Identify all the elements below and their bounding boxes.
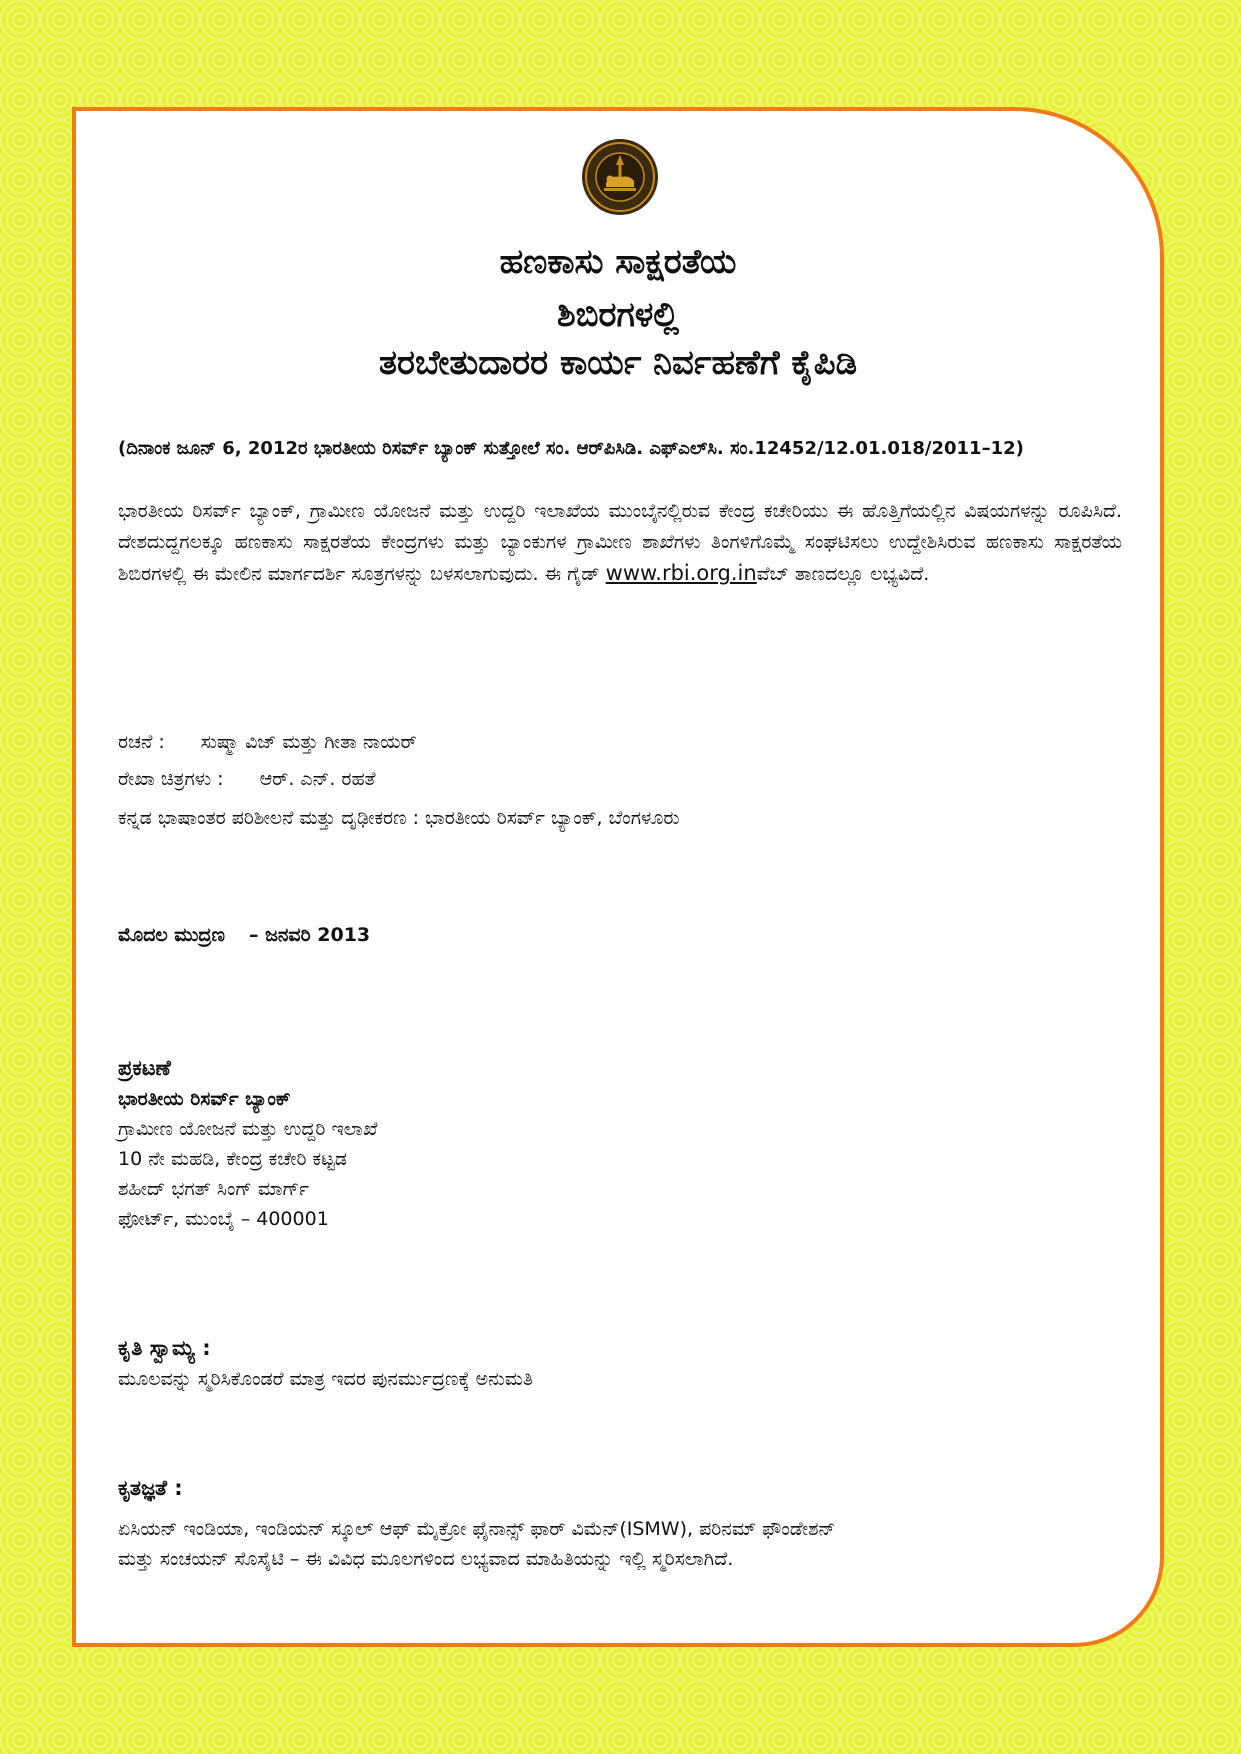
page-card xyxy=(72,107,1164,1647)
edition-line xyxy=(118,924,370,946)
publisher-road: ಶಹೀದ್ ಭಗತ್ ಸಿಂಗ್ ಮಾರ್ಗ್ xyxy=(118,1178,309,1200)
illustrations-line xyxy=(118,768,375,790)
translation-credit: ಕನ್ನಡ ಭಾಷಾಂತರ ಪರಿಶೀಲನೆ ಮತ್ತು ದೃಢೀಕರಣ : ಭಾರತೀಯ ರಿಸರ್ವ್ ಬ್ಯಾಂಕ್, ಬೆಂಗಳೂರು xyxy=(118,807,680,829)
publisher-name: ಭಾರತೀಯ ರಿಸರ್ವ್ ಬ್ಯಾಂಕ್ xyxy=(118,1088,291,1110)
intro-text-end: ವೆಬ್ ತಾಣದಲ್ಲೂ ಲಭ್ಯವಿದೆ. xyxy=(756,563,930,585)
edition-label: ಮೊದಲ ಮುದ್ರಣ xyxy=(118,924,225,946)
illustrations-label: ರೇಖಾ ಚಿತ್ರಗಳು : xyxy=(118,768,224,790)
publisher-city: ಫೋರ್ಟ್, ಮುಂಬೈ – 400001 xyxy=(118,1208,329,1230)
rbi-website-link[interactable]: www.rbi.org.in xyxy=(605,561,757,585)
illustrations-value: ಆರ್. ಎನ್. ರಹತೆ xyxy=(259,768,376,790)
publisher-floor: 10 ನೇ ಮಹಡಿ, ಕೇಂದ್ರ ಕಚೇರಿ ಕಟ್ಟಡ xyxy=(118,1148,347,1170)
acknowledgement-line-1: ಏಸಿಯನ್ ಇಂಡಿಯಾ, ಇಂಡಿಯನ್ ಸ್ಕೂಲ್ ಆಫ್ ಮೈಕ್ರೋ ಫೈನಾನ್ಸ್ ಫಾರ್ ವಿಮೆನ್(ISMW), ಪರಿನಮ್ ಫೌಂಡೇಶನ್ xyxy=(118,1518,836,1540)
author-label: ರಚನೆ : xyxy=(118,731,165,753)
copyright-text: ಮೂಲವನ್ನು ಸ್ಮರಿಸಿಕೊಂಡರೆ ಮಾತ್ರ ಇದರ ಪುನರ್ಮುದ್ರಣಕ್ಕೆ ಅನುಮತಿ xyxy=(118,1368,533,1390)
intro-paragraph xyxy=(118,496,1122,590)
publisher-heading: ಪ್ರಕಟಣೆ xyxy=(118,1056,171,1080)
title-line-2: ಶಿಬಿರಗಳಲ್ಲಿ xyxy=(556,295,680,335)
title-line-3: ತರಬೇತುದಾರರ ಕಾರ್ಯ ನಿರ್ವಹಣೆಗೆ ಕೈಪಿಡಿ xyxy=(379,343,857,383)
circular-reference: (ದಿನಾಂಕ ಜೂನ್ 6, 2012ರ ಭಾರತೀಯ ರಿಸರ್ವ್ ಬ್ಯಾಂಕ್ ಸುತ್ತೋಲೆ ಸಂ. ಆರ್‌ಪಿಸಿಡಿ. ಎಫ್‌ಎಲ್‌ಸಿ. ಸಂ.12452/12.01.018/2011–12) xyxy=(118,438,1024,459)
author-value: ಸುಷ್ಮಾ ವಿಜ್ ಮತ್ತು ಗೀತಾ ನಾಯರ್ xyxy=(200,731,417,753)
intro-text: ಭಾರತೀಯ ರಿಸರ್ವ್ ಬ್ಯಾಂಕ್, ಗ್ರಾಮೀಣ ಯೋಜನೆ ಮತ್ತು ಉದ್ದರಿ ಇಲಾಖೆಯ ಮುಂಬೈನಲ್ಲಿರುವ ಕೇಂದ್ರ ಕಚೇರಿಯು ಈ ಹೊತ್ತಿಗೆಯಲ್ಲಿನ ವಿಷಯಗಳನ್ನು ರೂಪಿಸಿದೆ. ದೇಶದುದ್ದಗಲಕ್ಕೂ ಹಣಕಾಸು ಸಾಕ್ಷರತೆಯ ಕೇಂದ್ರಗಳು ಮತ್ತು ಬ್ಯಾಂಕುಗಳ ಗ್ರಾಮೀಣ ಶಾಖೆಗಳು ತಿಂಗಳಿಗೊಮ್ಮೆ ಸಂಘಟಿಸಲು ಉದ್ದೇಶಿಸಿರುವ ಹಣಕಾಸು ಸಾಕ್ಷರತೆಯ ಶಿಬಿರಗಳಲ್ಲಿ ಈ ಮೇಲಿನ ಮಾರ್ಗದರ್ಶಿ ಸೂತ್ರಗಳನ್ನು ಬಳಸಲಾಗುವುದು. ಈ ಗೈಡ್ xyxy=(118,500,1122,585)
edition-value: – ಜನವರಿ 2013 xyxy=(248,924,371,946)
copyright-heading: ಕೃತಿ ಸ್ವಾಮ್ಯ : xyxy=(118,1336,211,1360)
acknowledgement-line-2: ಮತ್ತು ಸಂಚಯನ್ ಸೊಸೈಟಿ – ಈ ವಿವಿಧ ಮೂಲಗಳಿಂದ ಲಭ್ಯವಾದ ಮಾಹಿತಿಯನ್ನು ಇಲ್ಲಿ ಸ್ಮರಿಸಲಾಗಿದೆ. xyxy=(118,1548,734,1570)
author-line xyxy=(118,731,417,753)
title-line-1: ಹಣಕಾಸು ಸಾಕ್ಷರತೆಯ xyxy=(499,242,737,282)
rbi-seal-icon xyxy=(580,137,660,217)
publisher-dept: ಗ್ರಾಮೀಣ ಯೋಜನೆ ಮತ್ತು ಉದ್ದರಿ ಇಲಾಖೆ xyxy=(118,1118,378,1140)
acknowledgement-heading: ಕೃತಜ್ಞತೆ : xyxy=(118,1476,183,1500)
